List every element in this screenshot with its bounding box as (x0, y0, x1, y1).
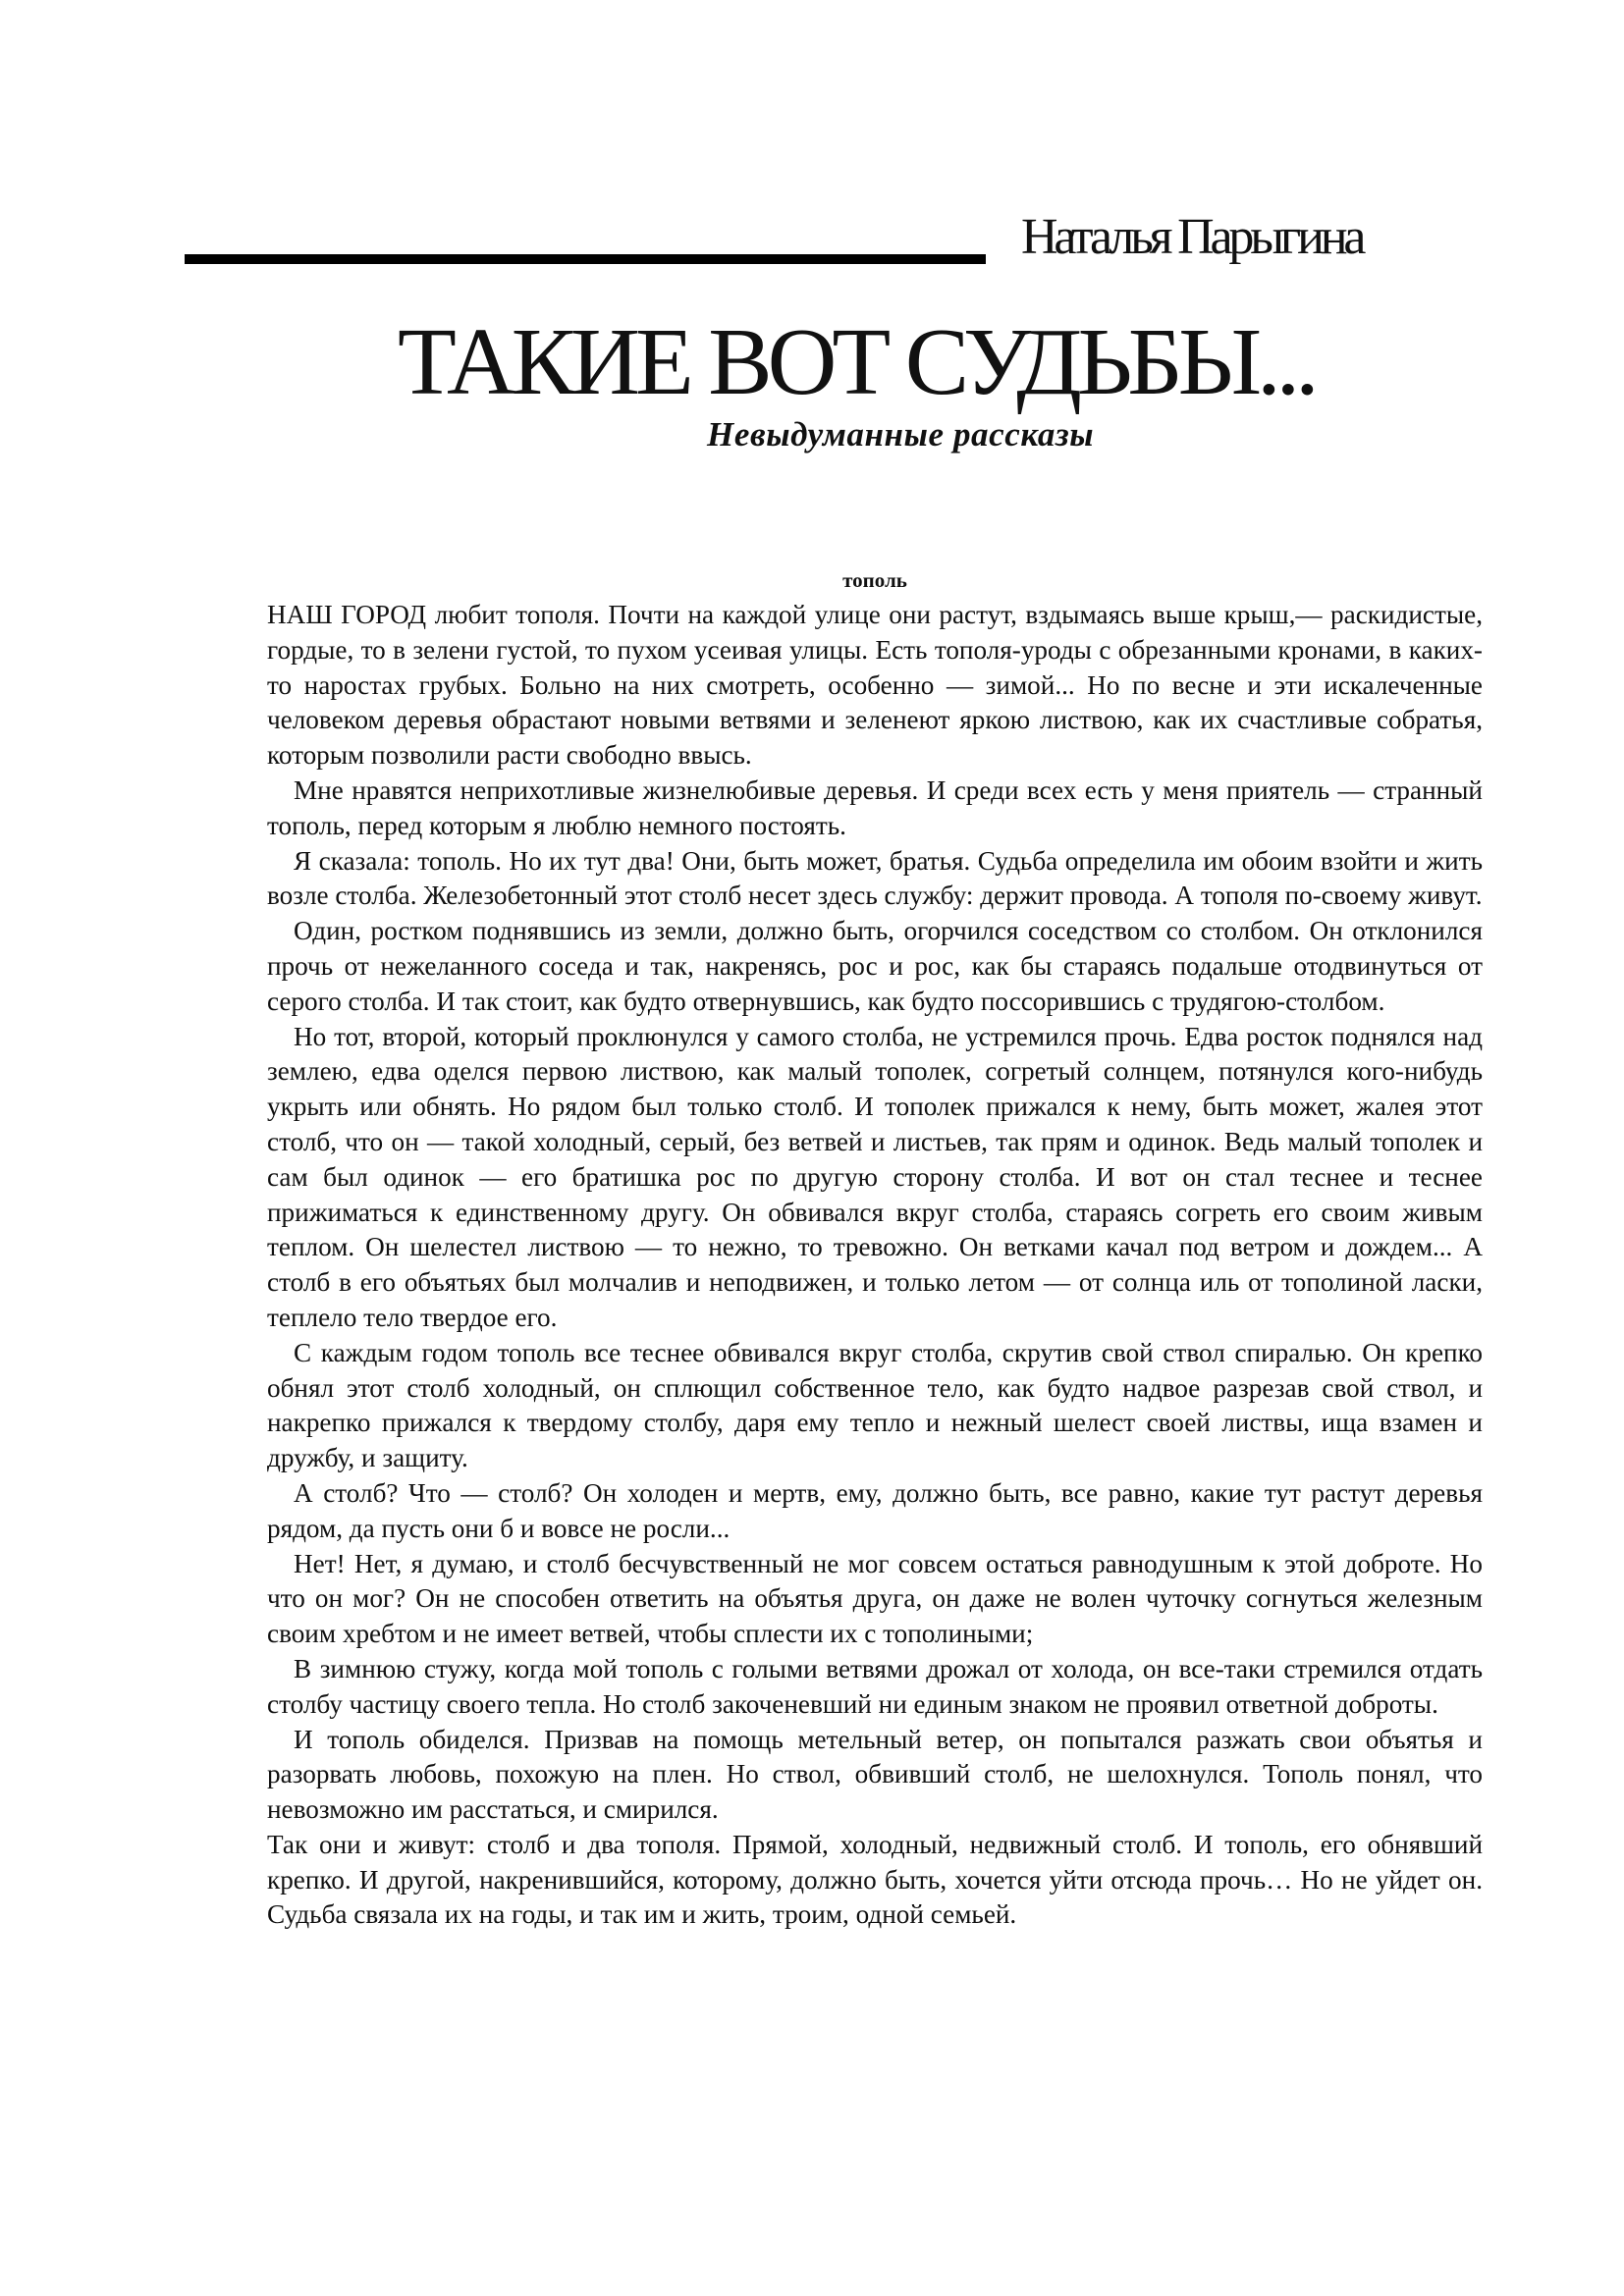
story-paragraph: Но тот, второй, который проклюнулся у самого столба, не устремился прочь. Едва росток поднялся над землею, едва оделся первою листвою, как малый тополек, согретый солнцем, потянулся кого-нибудь укрыть или обнять. Но рядом был только столб. И тополек прижался к нему, быть может, жалея этот столб, что он — такой холодный, серый, без ветвей и листьев, так прям и одинок. Ведь малый тополек и сам был одинок — его братишка рос по другую сторону столба. И вот он стал теснее и теснее прижиматься к единственному другу. Он обвивался вкруг столба, стараясь согреть его своим живым теплом. Он шелестел листвою — то нежно, то тревожно. Он ветками качал под ветром и дождем... А столб в его объятьях был молчалив и неподвижен, и только летом — от солнца иль от тополиной ласки, теплело тело твердое его. (267, 1021, 1483, 1332)
story-paragraph: Так они и живут: столб и два тополя. Прямой, холодный, недвижный столб. И тополь, его обнявший крепко. И другой, накренившийся, которому, должно быть, хочется уйти отсюда прочь… Но не уйдет он. Судьба связала их на годы, и так им и жить, троим, одной семьей. (267, 1829, 1483, 1930)
page-title: ТАКИЕ ВОТ СУДЬБЫ... (398, 309, 1315, 415)
story-paragraph: А столб? Что — столб? Он холоден и мертв, ему, должно быть, все равно, какие тут растут деревья рядом, да пусть они б и вовсе не росли... (267, 1477, 1483, 1543)
story-paragraph: Мне нравятся неприхотливые жизнелюбивые деревья. И среди всех есть у меня приятель — странный тополь, перед которым я люблю немного постоять. (267, 774, 1483, 840)
author-name: Наталья Парыгина (1021, 209, 1363, 265)
story-paragraph: Я сказала: тополь. Но их тут два! Они, быть может, братья. Судьба определила им обоим взойти и жить возле столба. Железобетонный этот столб несет здесь службу: держит провода. А тополя по-своему живут. (267, 845, 1483, 911)
story-paragraph: Нет! Нет, я думаю, и столб бесчувственный не мог совсем остаться равнодушным к этой доброте. Но что он мог? Он не способен ответить на объятья друга, он даже не волен чуточку согнуться железным своим хребтом и не имеет ветвей, чтобы сплести их с тополиными; (267, 1548, 1483, 1649)
story-paragraph: НАШ ГОРОД любит тополя. Почти на каждой улице они растут, вздымаясь выше крыш,— раскидистые, гордые, то в зелени густой, то пухом усеивая улицы. Есть тополя-уроды с обрезанными кронами, в каких-то наростах грубых. Больно на них смотреть, особенно — зимой... Но по весне и эти искалеченные человеком деревья обрастают новыми ветвями и зеленеют яркою листвою, как их счастливые собратья, которым позволили расти свободно ввысь. (267, 600, 1483, 771)
page-subtitle: Невыдуманные рассказы (707, 415, 1095, 454)
story-paragraph: С каждым годом тополь все теснее обвивался вкруг столба, скрутив свой ствол спиралью. Он крепко обнял этот столб холодный, он сплющил собственное тело, как будто надвое разрезав свой ствол, и накрепко прижался к твердому столбу, даря ему тепло и нежный шелест своей листвы, ища взамен и дружбу, и защиту. (267, 1337, 1483, 1473)
story-paragraph: В зимнюю стужу, когда мой тополь с голыми ветвями дрожал от холода, он все-таки стремился отдать столбу частицу своего тепла. Но столб закоченевший ни единым знаком не проявил ответной доброты. (267, 1653, 1483, 1719)
story-paragraph: Один, ростком поднявшись из земли, должно быть, огорчился соседством со столбом. Он отклонился прочь от нежеланного соседа и так, накренясь, рос и рос, как бы стараясь подальше отодвинуться от серого столба. И так стоит, как будто отвернувшись, как будто поссорившись с трудягою-столбом. (267, 916, 1483, 1016)
story-paragraph: И тополь обиделся. Призвав на помощь метельный ветер, он попытался разжать свои объятья и разорвать любовь, похожую на плен. Но ствол, обвивший столб, не шелохнулся. Тополь понял, что невозможно им расстаться, и смирился. (267, 1724, 1483, 1825)
header-rule (185, 254, 986, 264)
story-body (267, 598, 1483, 1933)
story-heading: тополь (842, 568, 907, 592)
